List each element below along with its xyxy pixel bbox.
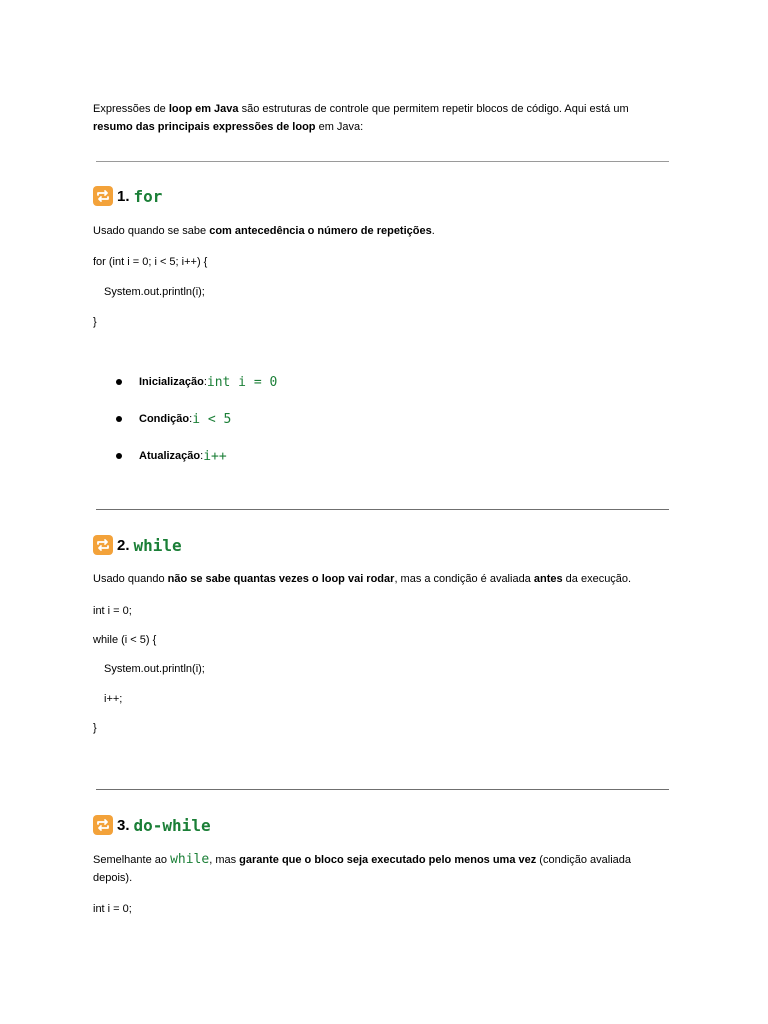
heading-for <box>93 185 162 207</box>
intro-text: são estruturas de controle que permitem repetir blocos de código. Aqui está um <box>238 103 629 115</box>
for-description <box>93 222 435 241</box>
desc-bold: não se sabe quantas vezes o loop vai rodar <box>167 573 395 585</box>
horizontal-rule <box>96 161 669 162</box>
bullet-label: Condição <box>139 413 190 425</box>
intro-line-1 <box>93 100 629 119</box>
desc-code: while <box>170 852 210 867</box>
heading-keyword: for <box>133 186 163 206</box>
code-line: System.out.println(i); <box>104 663 205 675</box>
heading-while <box>93 534 182 556</box>
desc-text: Usado quando <box>93 573 168 585</box>
desc-text: , mas <box>209 854 240 866</box>
heading-do-while <box>93 814 211 836</box>
bullet-sep: : <box>203 376 207 388</box>
bullet-sep: : <box>189 413 193 425</box>
repeat-arrows-icon <box>93 815 113 835</box>
code-line: for (int i = 0; i < 5; i++) { <box>93 256 208 268</box>
code-line: } <box>93 316 97 328</box>
intro-bold: resumo das principais expressões de loop <box>93 121 316 133</box>
horizontal-rule <box>96 789 669 790</box>
desc-bold: com antecedência o número de repetições <box>209 225 432 237</box>
code-line: i++; <box>104 693 123 705</box>
heading-number: 1. <box>117 187 130 205</box>
code-line: int i = 0; <box>93 903 132 915</box>
bullet-code: i < 5 <box>192 411 232 427</box>
code-line: System.out.println(i); <box>104 286 205 298</box>
desc-text: Semelhante ao <box>93 854 171 866</box>
heading-number: 2. <box>117 536 130 554</box>
intro-text: Expressões de <box>93 103 169 115</box>
bullet-dot <box>116 416 122 422</box>
while-description <box>93 570 631 589</box>
intro-line-2 <box>93 118 363 137</box>
intro-bold: loop em Java <box>168 103 239 115</box>
bullet-initialization <box>116 372 277 392</box>
desc-text: Usado quando se sabe <box>93 225 210 237</box>
repeat-arrows-icon <box>93 186 113 206</box>
bullet-dot <box>116 453 122 459</box>
heading-keyword: do-while <box>133 815 211 835</box>
bullet-condition <box>116 409 231 429</box>
code-line: } <box>93 722 97 734</box>
heading-number: 3. <box>117 816 130 834</box>
repeat-arrows-icon <box>93 535 113 555</box>
desc-bold: garante que o bloco seja executado pelo menos uma vez <box>239 854 537 866</box>
bullet-sep: : <box>200 450 204 462</box>
bullet-label: Atualização <box>139 450 201 462</box>
intro-text: em Java: <box>315 121 364 133</box>
desc-text: . <box>431 225 435 237</box>
desc-bold: antes <box>533 573 563 585</box>
code-line: int i = 0; <box>93 605 132 617</box>
do-while-description-line-1 <box>93 850 631 870</box>
bullet-dot <box>116 379 122 385</box>
bullet-label: Inicialização <box>139 376 204 388</box>
bullet-update <box>116 446 227 466</box>
desc-text: da execução. <box>562 573 632 585</box>
code-line: while (i < 5) { <box>93 634 157 646</box>
horizontal-rule <box>96 509 669 510</box>
do-while-description-line-2: depois). <box>93 872 133 884</box>
bullet-code: i++ <box>203 448 227 464</box>
desc-text: , mas a condição é avaliada <box>394 573 534 585</box>
bullet-code: int i = 0 <box>206 374 278 390</box>
heading-keyword: while <box>133 535 182 555</box>
desc-text: (condição avaliada <box>536 854 632 866</box>
